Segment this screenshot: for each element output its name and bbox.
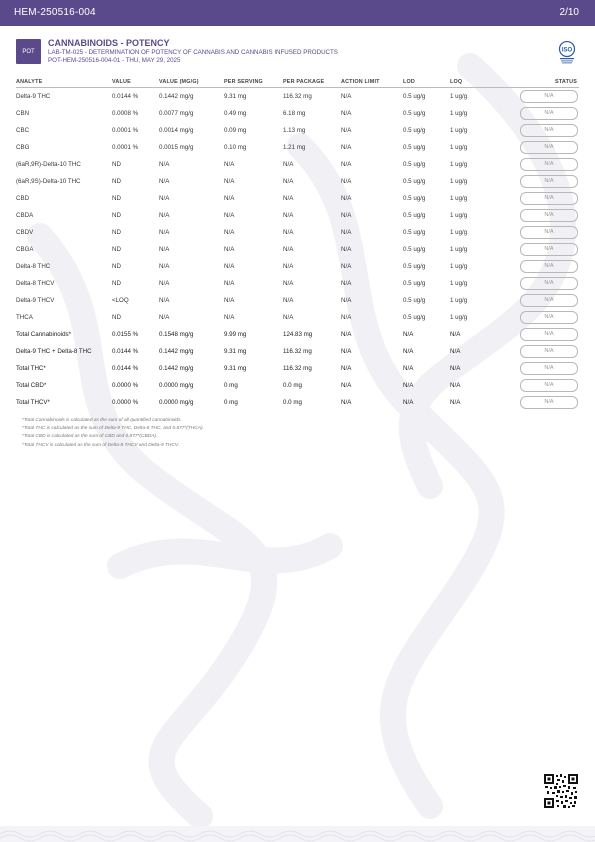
table-cell: 0.1442 mg/g bbox=[159, 93, 194, 100]
table-cell: N/A bbox=[341, 161, 352, 168]
table-cell: N/A bbox=[341, 331, 352, 338]
table-cell: 116.32 mg bbox=[283, 365, 312, 372]
table-cell: N/A bbox=[224, 195, 235, 202]
table-cell: N/A bbox=[283, 178, 294, 185]
table-cell: N/A bbox=[224, 212, 235, 219]
table-cell: N/A bbox=[403, 348, 414, 355]
table-cell: N/A bbox=[341, 314, 352, 321]
status-cell bbox=[512, 258, 579, 275]
table-cell: 9.99 mg bbox=[224, 331, 247, 338]
footnotes bbox=[22, 417, 204, 450]
table-cell: 0.0014 mg/g bbox=[159, 127, 194, 134]
table-cell: 0.1442 mg/g bbox=[159, 365, 194, 372]
table-cell: 1 ug/g bbox=[450, 195, 468, 202]
table-cell: 9.31 mg bbox=[224, 365, 247, 372]
analyte-name: Delta-9 THCV bbox=[16, 297, 55, 304]
table-cell: N/A bbox=[450, 348, 461, 355]
table-cell: N/A bbox=[283, 195, 294, 202]
page-number: 2/10 bbox=[559, 7, 579, 18]
status-cell bbox=[512, 360, 579, 377]
table-cell: N/A bbox=[224, 229, 235, 236]
analyte-name: Total THCV* bbox=[16, 399, 50, 406]
section-header bbox=[16, 39, 579, 69]
analyte-name: (6aR,9R)-Delta-10 THC bbox=[16, 161, 81, 168]
table-row bbox=[16, 241, 579, 258]
table-cell: 0.0077 mg/g bbox=[159, 110, 194, 117]
table-cell: N/A bbox=[283, 212, 294, 219]
table-cell: 0.0144 % bbox=[112, 348, 139, 355]
status-cell bbox=[512, 343, 579, 360]
table-header-row bbox=[16, 76, 579, 88]
status-cell bbox=[512, 122, 579, 139]
analyte-name: Delta-9 THC bbox=[16, 93, 51, 100]
status-cell bbox=[512, 292, 579, 309]
table-cell: N/A bbox=[159, 229, 170, 236]
table-cell: 1 ug/g bbox=[450, 280, 468, 287]
table-cell: N/A bbox=[341, 297, 352, 304]
table-cell: 9.31 mg bbox=[224, 93, 247, 100]
table-cell: 0.5 ug/g bbox=[403, 161, 426, 168]
column-header: STATUS bbox=[512, 76, 579, 88]
status-cell bbox=[512, 190, 579, 207]
table-cell: 1.21 mg bbox=[283, 144, 306, 151]
status-badge: N/A bbox=[520, 158, 578, 171]
table-cell: N/A bbox=[450, 382, 461, 389]
iso-label: ISO bbox=[561, 47, 573, 54]
status-badge: N/A bbox=[520, 90, 578, 103]
table-cell: 1 ug/g bbox=[450, 144, 468, 151]
table-cell: N/A bbox=[403, 365, 414, 372]
table-cell: N/A bbox=[341, 382, 352, 389]
table-cell: 0 mg bbox=[224, 399, 238, 406]
table-cell: N/A bbox=[224, 178, 235, 185]
status-cell bbox=[512, 326, 579, 343]
table-cell: N/A bbox=[159, 263, 170, 270]
table-cell: ND bbox=[112, 263, 121, 270]
table-cell: N/A bbox=[341, 348, 352, 355]
table-cell: 1 ug/g bbox=[450, 246, 468, 253]
table-cell: N/A bbox=[341, 263, 352, 270]
status-badge: N/A bbox=[520, 243, 578, 256]
total-row bbox=[16, 326, 579, 343]
analyte-name: CBC bbox=[16, 127, 30, 134]
table-cell: 6.18 mg bbox=[283, 110, 306, 117]
table-cell: 0.5 ug/g bbox=[403, 297, 426, 304]
table-cell: N/A bbox=[224, 263, 235, 270]
table-cell: N/A bbox=[450, 365, 461, 372]
qr-code[interactable] bbox=[543, 773, 579, 809]
table-cell: 0.0144 % bbox=[112, 93, 139, 100]
table-cell: 0.5 ug/g bbox=[403, 263, 426, 270]
analyte-name: (6aR,9S)-Delta-10 THC bbox=[16, 178, 81, 185]
table-cell: N/A bbox=[403, 399, 414, 406]
table-cell: ND bbox=[112, 314, 121, 321]
status-badge: N/A bbox=[520, 260, 578, 273]
table-cell: 0.5 ug/g bbox=[403, 229, 426, 236]
total-row bbox=[16, 360, 579, 377]
table-cell: 1 ug/g bbox=[450, 212, 468, 219]
total-row bbox=[16, 377, 579, 394]
column-header: VALUE (MG/G) bbox=[159, 76, 224, 88]
table-cell: 0.0000 % bbox=[112, 382, 139, 389]
analyte-name: THCA bbox=[16, 314, 33, 321]
status-badge: N/A bbox=[520, 209, 578, 222]
status-badge: N/A bbox=[520, 345, 578, 358]
status-badge: N/A bbox=[520, 311, 578, 324]
table-cell: N/A bbox=[283, 280, 294, 287]
table-cell: 1 ug/g bbox=[450, 297, 468, 304]
table-row bbox=[16, 139, 579, 156]
table-cell: N/A bbox=[341, 229, 352, 236]
status-cell bbox=[512, 105, 579, 122]
table-cell: N/A bbox=[283, 297, 294, 304]
table-cell: 1 ug/g bbox=[450, 127, 468, 134]
status-badge: N/A bbox=[520, 141, 578, 154]
table-cell: 0.5 ug/g bbox=[403, 127, 426, 134]
table-cell: 0.5 ug/g bbox=[403, 144, 426, 151]
potency-table bbox=[16, 76, 579, 411]
table-cell: 1 ug/g bbox=[450, 161, 468, 168]
table-cell: 0.0 mg bbox=[283, 382, 302, 389]
table-row bbox=[16, 88, 579, 106]
table-cell: N/A bbox=[159, 246, 170, 253]
table-cell: N/A bbox=[224, 246, 235, 253]
table-cell: ND bbox=[112, 246, 121, 253]
table-cell: N/A bbox=[341, 127, 352, 134]
footer-pattern bbox=[0, 826, 595, 842]
table-cell: 1 ug/g bbox=[450, 263, 468, 270]
table-cell: 0.09 mg bbox=[224, 127, 247, 134]
top-bar bbox=[0, 0, 595, 26]
table-cell: N/A bbox=[341, 110, 352, 117]
status-badge: N/A bbox=[520, 294, 578, 307]
table-cell: 0.1442 mg/g bbox=[159, 348, 194, 355]
table-cell: 0.0001 % bbox=[112, 127, 139, 134]
analyte-name: CBN bbox=[16, 110, 30, 117]
table-cell: N/A bbox=[283, 263, 294, 270]
analyte-name: Delta-8 THC bbox=[16, 263, 51, 270]
table-cell: N/A bbox=[224, 161, 235, 168]
analyte-name: CBDA bbox=[16, 212, 34, 219]
table-cell: N/A bbox=[450, 399, 461, 406]
table-cell: 0.1548 mg/g bbox=[159, 331, 194, 338]
table-cell: N/A bbox=[159, 195, 170, 202]
table-cell: 0.0 mg bbox=[283, 399, 302, 406]
table-row bbox=[16, 309, 579, 326]
pot-badge: POT bbox=[16, 39, 41, 64]
status-badge: N/A bbox=[520, 277, 578, 290]
table-cell: 0.49 mg bbox=[224, 110, 247, 117]
status-cell bbox=[512, 275, 579, 292]
status-cell bbox=[512, 207, 579, 224]
table-cell: N/A bbox=[159, 314, 170, 321]
table-cell: N/A bbox=[159, 212, 170, 219]
status-badge: N/A bbox=[520, 379, 578, 392]
analyte-name: CBD bbox=[16, 195, 30, 202]
table-cell: N/A bbox=[159, 297, 170, 304]
status-cell bbox=[512, 88, 579, 106]
table-row bbox=[16, 173, 579, 190]
column-header: ACTION LIMIT bbox=[341, 76, 403, 88]
table-cell: 116.32 mg bbox=[283, 93, 312, 100]
table-cell: N/A bbox=[159, 161, 170, 168]
table-cell: ND bbox=[112, 280, 121, 287]
table-cell: 0.5 ug/g bbox=[403, 93, 426, 100]
table-cell: N/A bbox=[224, 314, 235, 321]
status-cell bbox=[512, 377, 579, 394]
table-cell: 1 ug/g bbox=[450, 314, 468, 321]
footnote: *Total THCV is calculated as the sum of Delta-8 THCV and Delta-9 THCV. bbox=[22, 442, 180, 448]
column-header: VALUE bbox=[112, 76, 159, 88]
analyte-name: Delta-8 THCV bbox=[16, 280, 55, 287]
status-badge: N/A bbox=[520, 362, 578, 375]
table-cell: 1.13 mg bbox=[283, 127, 306, 134]
footnote: *Total Cannabinoids is calculated as the sum of all quantified cannabinoids. bbox=[22, 418, 182, 423]
status-badge: N/A bbox=[520, 226, 578, 239]
table-cell: N/A bbox=[283, 229, 294, 236]
table-cell: 116.32 mg bbox=[283, 348, 312, 355]
table-row bbox=[16, 156, 579, 173]
status-cell bbox=[512, 394, 579, 411]
table-cell: <LOQ bbox=[112, 297, 129, 304]
status-cell bbox=[512, 173, 579, 190]
table-cell: 0 mg bbox=[224, 382, 238, 389]
table-cell: N/A bbox=[283, 246, 294, 253]
analyte-name: CBG bbox=[16, 144, 30, 151]
table-cell: N/A bbox=[283, 314, 294, 321]
table-cell: 124.83 mg bbox=[283, 331, 313, 338]
table-cell: 0.10 mg bbox=[224, 144, 247, 151]
column-header: LOQ bbox=[450, 76, 512, 88]
table-cell: 1 ug/g bbox=[450, 93, 468, 100]
table-cell: N/A bbox=[159, 178, 170, 185]
status-badge: N/A bbox=[520, 192, 578, 205]
table-cell: 0.0144 % bbox=[112, 365, 139, 372]
table-row bbox=[16, 224, 579, 241]
column-header: PER SERVING bbox=[224, 76, 283, 88]
status-badge: N/A bbox=[520, 328, 578, 341]
table-cell: N/A bbox=[341, 195, 352, 202]
table-cell: N/A bbox=[341, 212, 352, 219]
table-cell: N/A bbox=[283, 161, 294, 168]
table-cell: N/A bbox=[341, 246, 352, 253]
iso-certification-logo bbox=[557, 41, 577, 65]
table-cell: 0.5 ug/g bbox=[403, 110, 426, 117]
footnote: *Total THC is calculated as the sum of Delta-9 THC, Delta-8 THC, and 0.877*(THCA). bbox=[22, 426, 204, 432]
table-cell: N/A bbox=[341, 365, 352, 372]
table-cell: ND bbox=[112, 178, 121, 185]
section-title: CANNABINOIDS - POTENCY bbox=[48, 38, 170, 48]
analyte-name: CBDV bbox=[16, 229, 34, 236]
analyte-name: Total CBD* bbox=[16, 382, 47, 389]
table-cell: ND bbox=[112, 212, 121, 219]
status-badge: N/A bbox=[520, 175, 578, 188]
table-cell: ND bbox=[112, 161, 121, 168]
table-cell: 1 ug/g bbox=[450, 110, 468, 117]
table-cell: ND bbox=[112, 229, 121, 236]
table-row bbox=[16, 292, 579, 309]
table-cell: 9.31 mg bbox=[224, 348, 247, 355]
status-cell bbox=[512, 139, 579, 156]
table-row bbox=[16, 190, 579, 207]
table-cell: N/A bbox=[450, 331, 461, 338]
table-cell: 0.5 ug/g bbox=[403, 280, 426, 287]
status-cell bbox=[512, 241, 579, 258]
table-cell: N/A bbox=[341, 178, 352, 185]
analyte-name: Total Cannabinoids* bbox=[16, 331, 72, 338]
table-cell: 0.0155 % bbox=[112, 331, 139, 338]
table-cell: 0.0000 mg/g bbox=[159, 382, 194, 389]
column-header: PER PACKAGE bbox=[283, 76, 341, 88]
total-row bbox=[16, 343, 579, 360]
analyte-name: CBGA bbox=[16, 246, 34, 253]
potency-table-container bbox=[16, 76, 579, 411]
footnote: *Total CBD is calculated as the sum of CBD and 0.877*(CBDA). bbox=[22, 434, 158, 440]
table-cell: N/A bbox=[403, 331, 414, 338]
table-cell: 0.0001 % bbox=[112, 144, 139, 151]
table-cell: N/A bbox=[341, 93, 352, 100]
status-badge: N/A bbox=[520, 396, 578, 409]
table-cell: 0.5 ug/g bbox=[403, 178, 426, 185]
table-cell: ND bbox=[112, 195, 121, 202]
table-cell: 1 ug/g bbox=[450, 229, 468, 236]
table-cell: N/A bbox=[341, 280, 352, 287]
table-row bbox=[16, 275, 579, 292]
table-row bbox=[16, 207, 579, 224]
analyte-name: Total THC* bbox=[16, 365, 46, 372]
table-cell: N/A bbox=[403, 382, 414, 389]
table-cell: N/A bbox=[341, 144, 352, 151]
sample-meta: POT-HEM-250516-004-01 - THU, MAY 29, 2025 bbox=[48, 57, 181, 64]
report-code: HEM-250516-004 bbox=[14, 7, 96, 18]
table-cell: N/A bbox=[159, 280, 170, 287]
table-cell: 0.5 ug/g bbox=[403, 246, 426, 253]
table-cell: 0.5 ug/g bbox=[403, 314, 426, 321]
table-cell: 0.5 ug/g bbox=[403, 212, 426, 219]
status-badge: N/A bbox=[520, 124, 578, 137]
table-cell: 0.0015 mg/g bbox=[159, 144, 194, 151]
table-cell: 0.5 ug/g bbox=[403, 195, 426, 202]
method-description: LAB-TM-025 - DETERMINATION OF POTENCY OF CANNABIS AND CANNABIS INFUSED PRODUCTS bbox=[48, 49, 338, 56]
column-header: ANALYTE bbox=[16, 76, 112, 88]
status-cell bbox=[512, 309, 579, 326]
status-cell bbox=[512, 156, 579, 173]
column-header: LOD bbox=[403, 76, 450, 88]
table-cell: 0.0000 % bbox=[112, 399, 139, 406]
table-cell: N/A bbox=[224, 297, 235, 304]
table-cell: 1 ug/g bbox=[450, 178, 468, 185]
table-cell: N/A bbox=[224, 280, 235, 287]
total-row bbox=[16, 394, 579, 411]
status-badge: N/A bbox=[520, 107, 578, 120]
table-cell: N/A bbox=[341, 399, 352, 406]
table-cell: 0.0000 mg/g bbox=[159, 399, 194, 406]
table-row bbox=[16, 105, 579, 122]
table-row bbox=[16, 122, 579, 139]
table-body bbox=[16, 88, 579, 412]
status-cell bbox=[512, 224, 579, 241]
analyte-name: Delta-9 THC + Delta-8 THC bbox=[16, 348, 92, 355]
table-cell: 0.0008 % bbox=[112, 110, 139, 117]
table-row bbox=[16, 258, 579, 275]
